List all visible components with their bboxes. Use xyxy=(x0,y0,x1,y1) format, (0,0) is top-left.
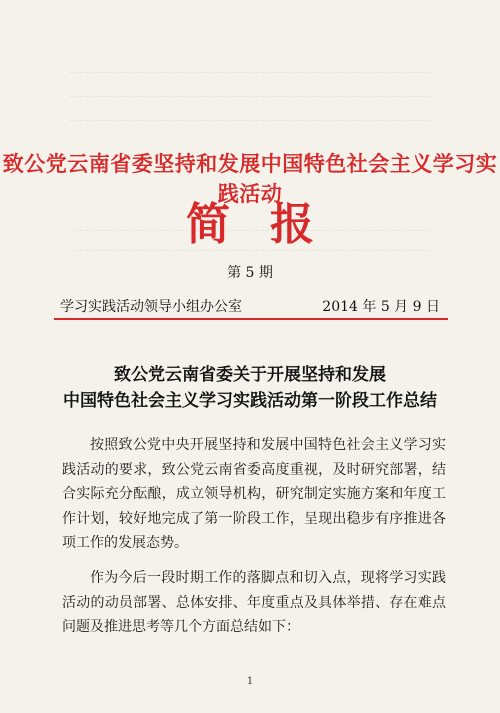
body-paragraph-1: 按照致公党中央开展坚持和发展中国特色社会主义学习实践活动的要求，致公党云南省委高度重视，及时研究部署，结合实际充分酝酿，成立领导机构，研究制定实施方案和年度工作计划，较好地完成了第一阶段工作，呈现出稳步有序推进各项工作的发展态势。 xyxy=(62,437,446,551)
issuing-office: 学习实践活动领导小组办公室 xyxy=(60,299,242,315)
show-through-line xyxy=(70,72,430,79)
issue-number: 第 5 期 xyxy=(227,265,273,281)
article-title-line-2: 中国特色社会主义学习实践活动第一阶段工作总结 xyxy=(63,391,437,411)
red-divider-line xyxy=(54,318,448,320)
show-through-line xyxy=(70,96,430,103)
bulletin-title: 简报 xyxy=(186,199,354,250)
organization-title: 致公党云南省委坚持和发展中国特色社会主义学习实践活动 xyxy=(2,151,498,206)
article-title-line-1: 致公党云南省委关于开展坚持和发展 xyxy=(114,365,386,385)
issue-date: 2014 年 5 月 9 日 xyxy=(322,299,440,315)
page-number: 1 xyxy=(246,676,254,687)
body-paragraph-2: 作为今后一段时期工作的落脚点和切入点，现将学习实践活动的动员部署、总体安排、年度重点及具体举措、存在难点问题及推进思考等几个方面总结如下： xyxy=(62,570,446,635)
show-through-line xyxy=(70,120,430,127)
